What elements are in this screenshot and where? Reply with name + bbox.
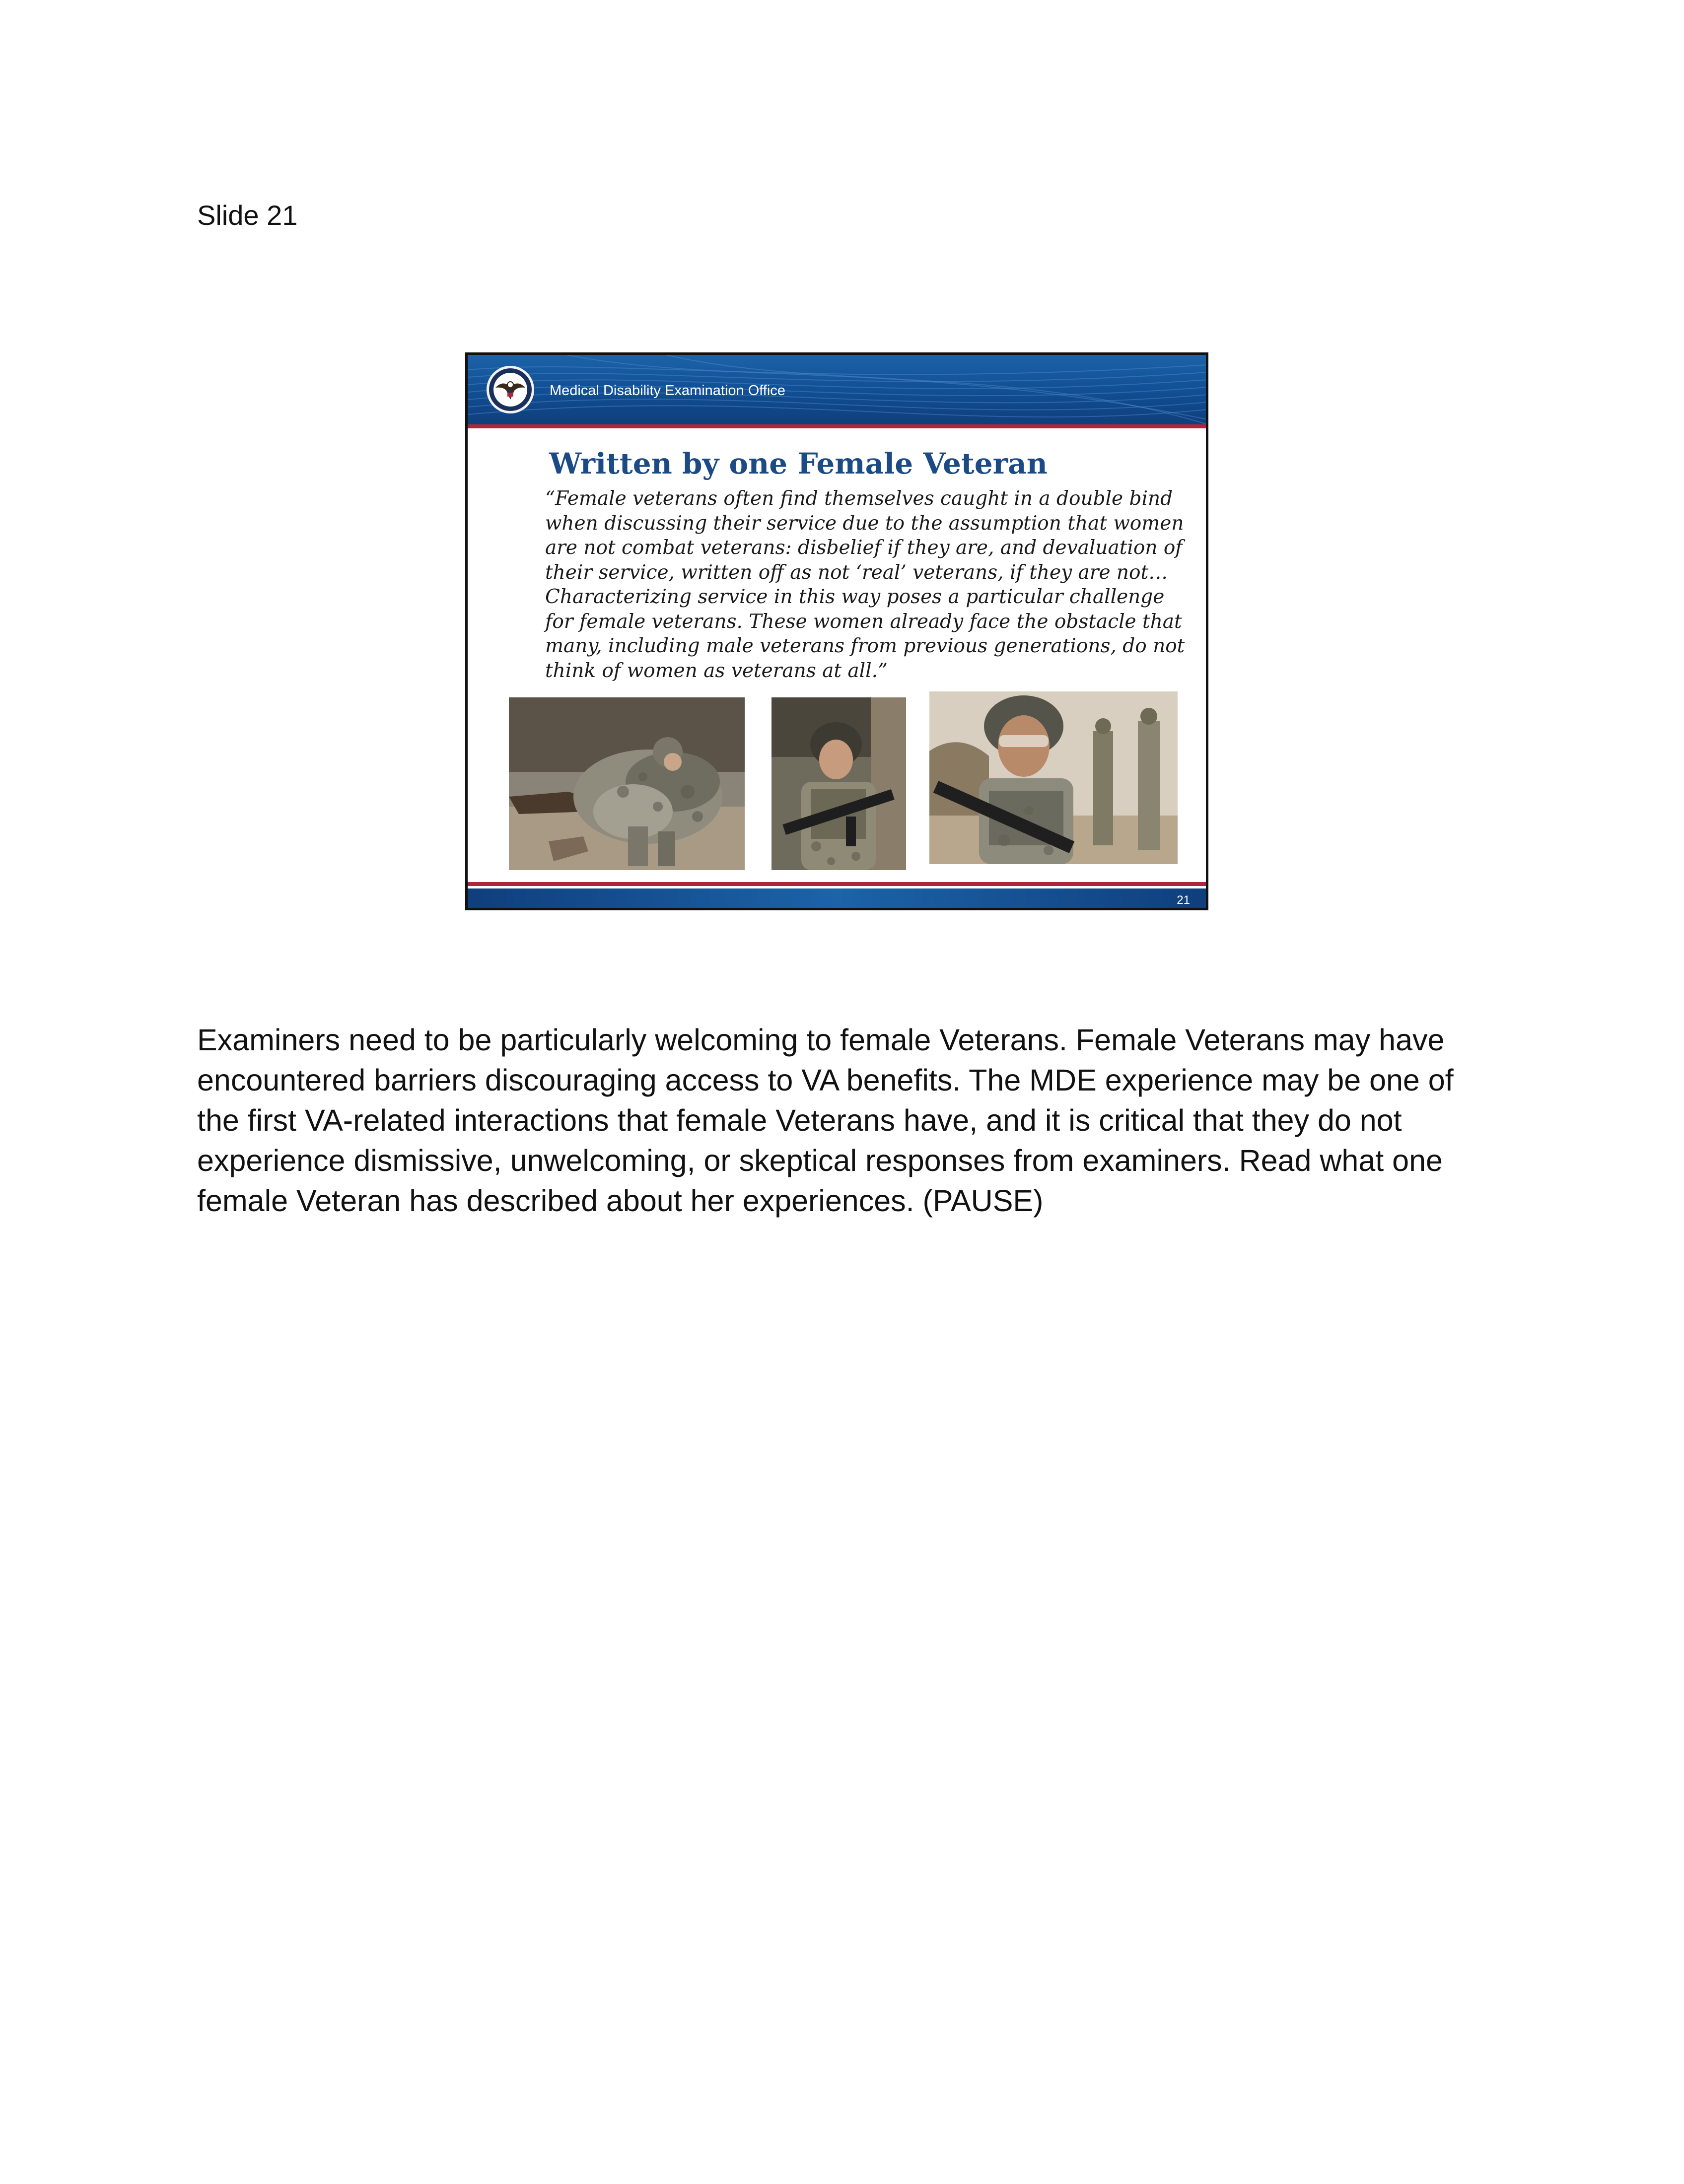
header-white-stripe: [468, 428, 1206, 431]
slide-header: [468, 355, 1206, 424]
office-name: Medical Disability Examination Office: [550, 383, 785, 399]
speaker-notes: Examiners need to be particularly welcoming to female Veterans. Female Veterans may have encountered barriers discouraging access to VA benefits. The MDE experience may be one of the first VA-related interactions that female Veterans have, and it is critical that they do not experience dismissive, unwelcoming, or skeptical responses from examiners. Read what one female Veteran has described about her experiences. (PAUSE): [197, 1023, 1454, 1218]
slide-label: Slide 21: [197, 200, 298, 231]
soldier-carrying-soldier-photo: [509, 697, 745, 870]
female-soldier-with-rifle-photo: [772, 697, 906, 870]
slide-title: Written by one Female Veteran: [549, 447, 1048, 480]
slide-thumbnail: [465, 352, 1208, 910]
quote-text: “Female veterans often find themselves caught in a double bind when discussing their service due to the assumption that women are not combat veterans: disbelief if they are, and devaluation of their service, written off as not ‘real’ veterans, if they are not… Characterizing service in this way poses a particular challenge for female veterans. These women already face the obstacle that many, including male veterans from previous generations, do not think of women as veterans at all.”: [545, 487, 1185, 682]
va-seal-icon: [486, 365, 535, 414]
slide-footer: [468, 888, 1206, 910]
female-soldier-in-desert-photo: [929, 691, 1178, 864]
header-red-stripe: [468, 424, 1206, 428]
footer-red-stripe: [468, 882, 1206, 886]
slide-number: 21: [1177, 893, 1190, 907]
